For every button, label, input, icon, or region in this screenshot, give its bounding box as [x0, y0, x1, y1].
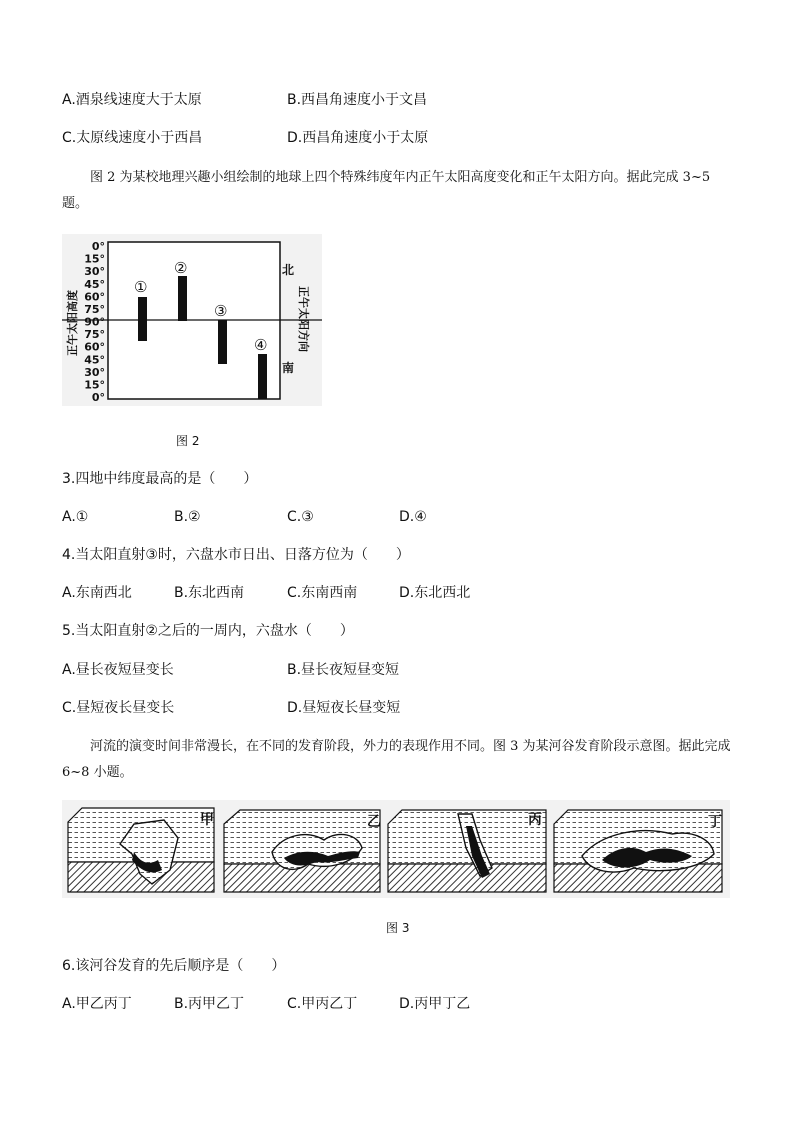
q6-option-d: D.丙甲丁乙	[399, 996, 471, 1012]
block-jia	[68, 808, 214, 892]
figure2-left-label: 正午太阳高度	[66, 290, 79, 356]
q5-option-a: A.昼长夜短昼变长	[62, 662, 174, 678]
marker-1: ①	[134, 278, 148, 296]
figure2-tick-label: 30°	[84, 365, 105, 379]
label-ding: 丁	[708, 814, 722, 830]
figure2-tick-label: 60°	[84, 340, 105, 354]
bar-4	[258, 354, 267, 399]
marker-2: ②	[174, 259, 188, 277]
figure2-north-label: 北	[282, 263, 295, 277]
figure2-tick-label: 30°	[84, 265, 105, 279]
q3-option-c: C.③	[287, 509, 314, 525]
label-bing: 丙	[528, 812, 542, 828]
figure2-tick-label: 90°	[84, 315, 105, 329]
figure2-tick-label: 0°	[91, 240, 105, 253]
marker-3: ③	[214, 302, 228, 320]
block-yi	[224, 810, 380, 892]
figure2-tick-label: 0°	[91, 391, 105, 404]
figure3-caption: 图 3	[386, 921, 410, 935]
q2-option-d: D.西昌角速度小于太原	[287, 130, 429, 146]
figure2-tick-label: 75°	[84, 302, 105, 316]
label-jia: 甲	[200, 812, 214, 828]
block-bing	[388, 810, 546, 892]
intro-questions-6-8: 河流的演变时间非常漫长，在不同的发育阶段，外力的表现作用不同。图 3 为某河谷发育阶段示意图。据此完成 6~8 小题。	[62, 739, 731, 780]
figure2-tick-label: 45°	[84, 277, 105, 291]
q5-option-b: B.昼长夜短昼变短	[287, 662, 400, 678]
q6-option-b: B.丙甲乙丁	[174, 996, 245, 1012]
q5-option-d: D.昼短夜长昼变短	[287, 700, 401, 716]
bar-1	[138, 297, 147, 341]
q3-stem: 3.四地中纬度最高的是（ ）	[62, 471, 258, 487]
figure2-tick-label: 45°	[84, 353, 105, 367]
figure2-south-label: 南	[282, 361, 295, 375]
bar-3	[218, 320, 227, 364]
q4-option-d: D.东北西北	[399, 585, 471, 601]
q6-option-c: C.甲丙乙丁	[287, 996, 358, 1012]
q2-option-a: A.酒泉线速度大于太原	[62, 92, 202, 108]
q5-stem: 5.当太阳直射②之后的一周内，六盘水（ ）	[62, 623, 354, 639]
figure2-tick-label: 60°	[84, 290, 105, 304]
q4-option-b: B.东北西南	[174, 585, 245, 601]
q2-option-c: C.太原线速度小于西昌	[62, 130, 203, 146]
q4-option-c: C.东南西南	[287, 585, 358, 601]
bar-2	[178, 276, 187, 321]
q3-option-a: A.①	[62, 509, 89, 525]
q3-option-d: D.④	[399, 509, 427, 525]
q4-option-a: A.东南西北	[62, 585, 132, 601]
figure2-right-label: 正午太阳方向	[297, 286, 310, 352]
q6-stem: 6.该河谷发育的先后顺序是（ ）	[62, 958, 286, 974]
label-yi: 乙	[367, 814, 381, 830]
q4-stem: 4.当太阳直射③时，六盘水市日出、日落方位为（ ）	[62, 547, 410, 563]
block-ding	[554, 810, 722, 892]
figure2-tick-label: 15°	[84, 378, 105, 392]
q6-option-a: A.甲乙丙丁	[62, 996, 132, 1012]
q3-option-b: B.②	[174, 509, 201, 525]
figure-2	[62, 234, 322, 406]
q2-option-b: B.西昌角速度小于文昌	[287, 92, 428, 108]
figure2-caption: 图 2	[176, 434, 200, 448]
intro-questions-3-5: 图 2 为某校地理兴趣小组绘制的地球上四个特殊纬度年内正午太阳高度变化和正午太阳方向。据此完成 3~5 题。	[62, 170, 711, 211]
figure2-tick-label: 15°	[84, 252, 105, 266]
figure-3	[62, 800, 730, 898]
q5-option-c: C.昼短夜长昼变长	[62, 700, 175, 716]
figure2-tick-label: 75°	[84, 328, 105, 342]
marker-4: ④	[254, 336, 268, 354]
